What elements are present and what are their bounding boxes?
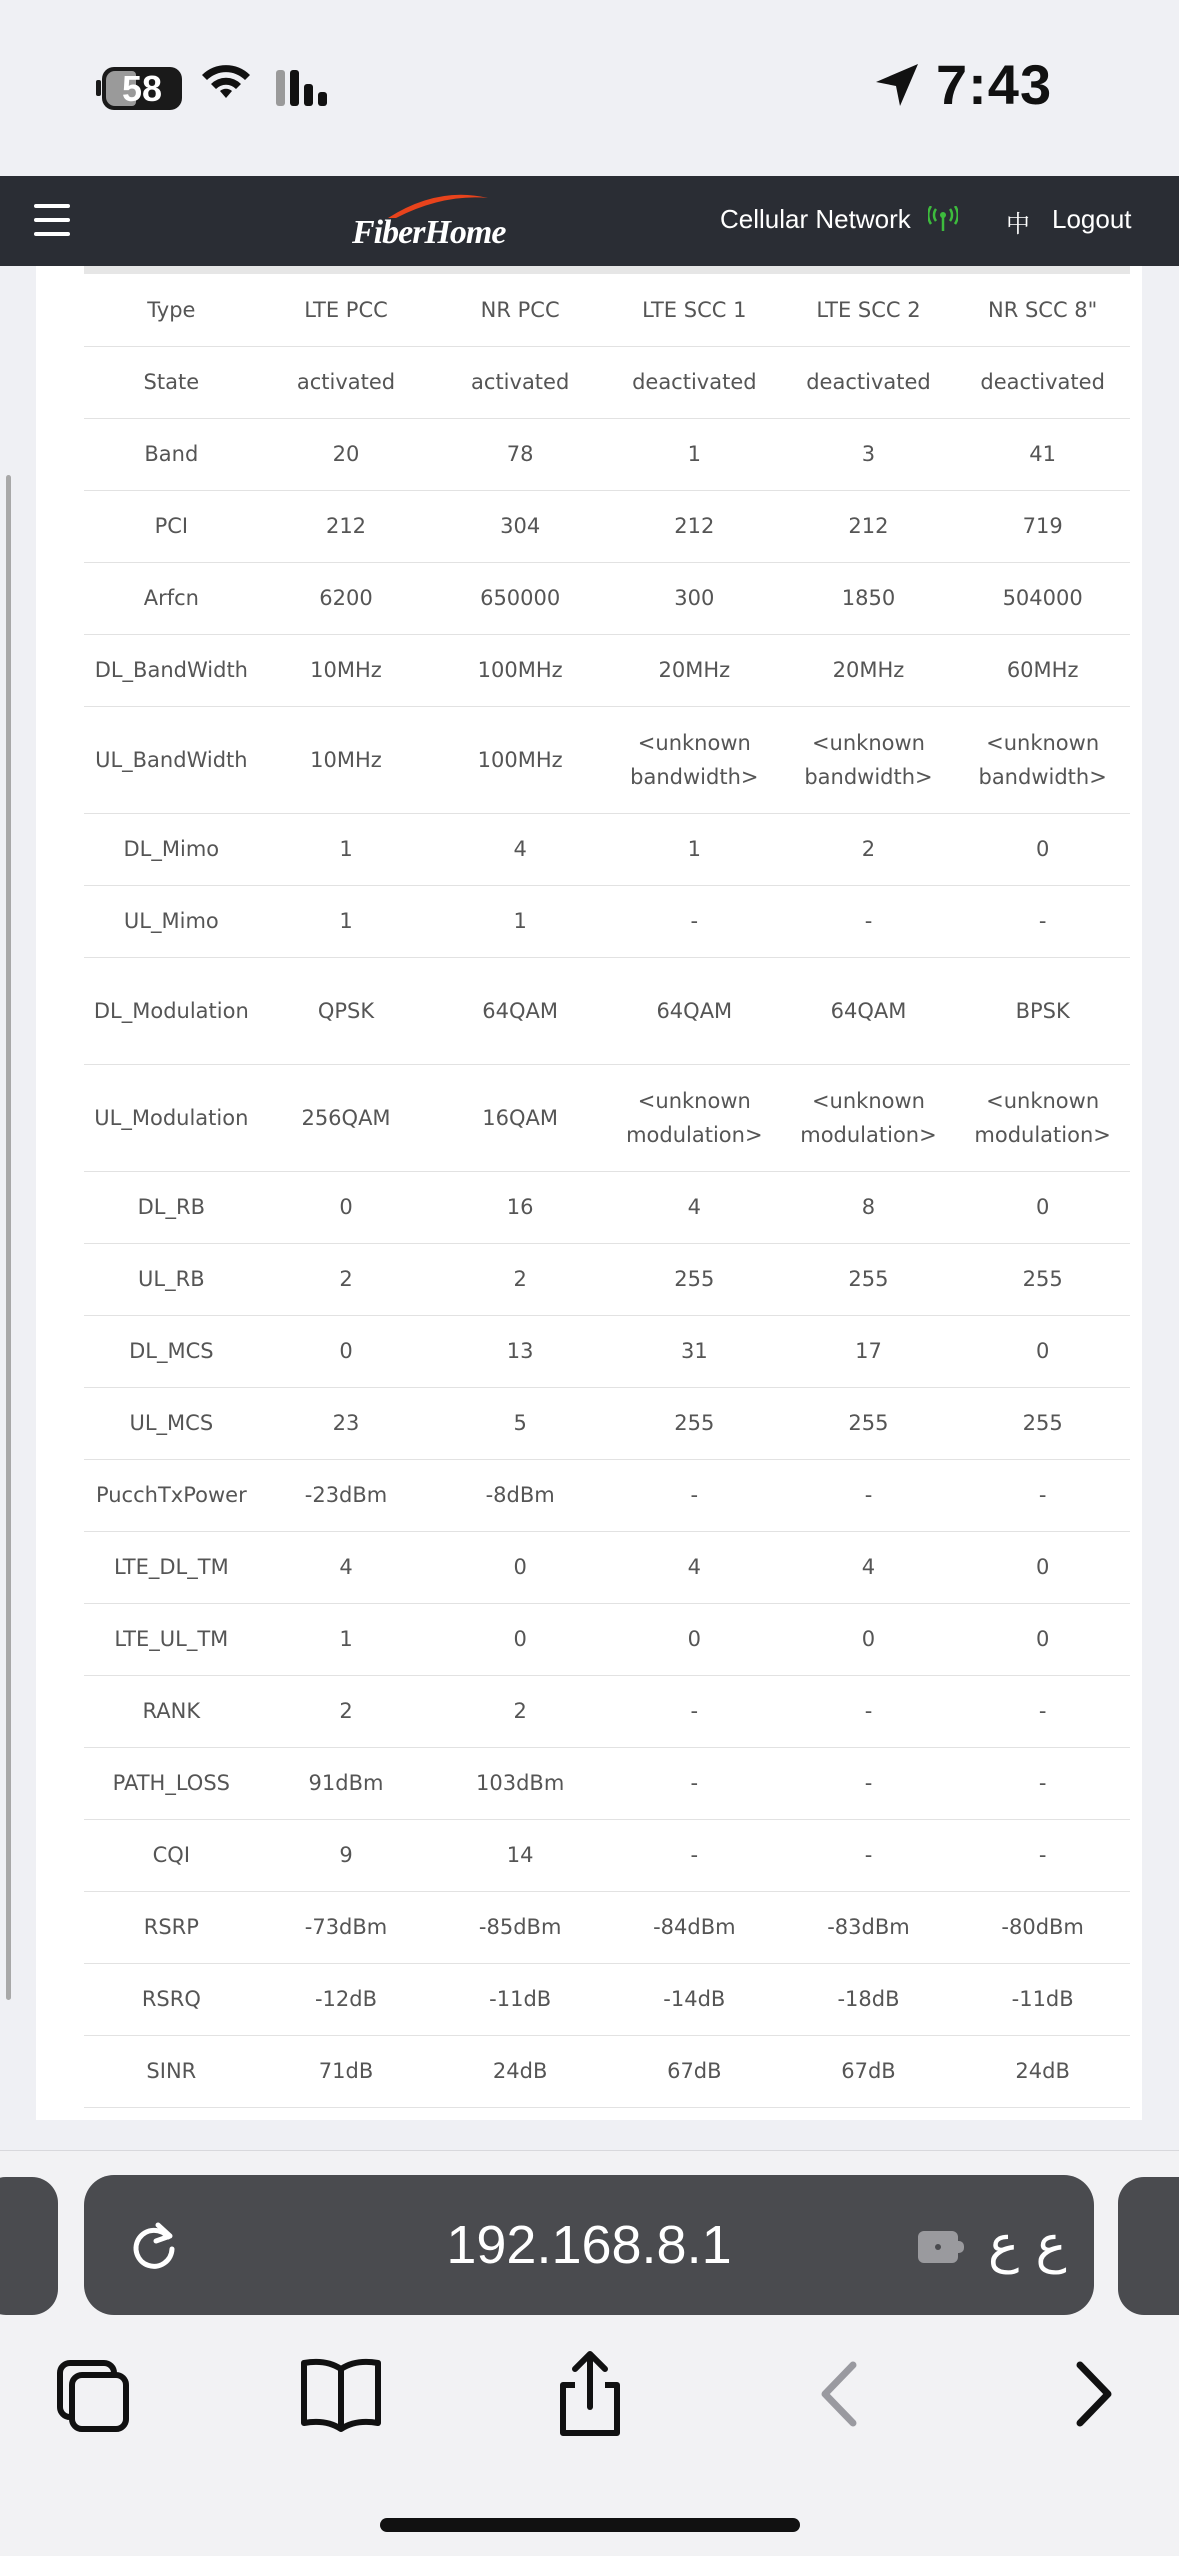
table-cell: -	[955, 1747, 1130, 1819]
header-cell: LTE SCC 2	[782, 274, 956, 346]
table-row	[84, 1387, 1130, 1459]
url-text[interactable]: 192.168.8.1	[446, 2215, 732, 2275]
table-row	[84, 1243, 1130, 1315]
table-cell: 71dB	[259, 2035, 434, 2107]
table-row	[84, 1064, 1130, 1171]
table-row	[84, 706, 1130, 813]
table-cell: -18dB	[782, 1963, 956, 2035]
table-row	[84, 1675, 1130, 1747]
table-cell: 0	[259, 1315, 434, 1387]
row-label: UL_BandWidth	[84, 706, 259, 813]
table-cell: 64QAM	[433, 957, 607, 1064]
table-cell: -8dBm	[433, 1459, 607, 1531]
table-cell: -85dBm	[433, 1891, 607, 1963]
table-cell: 14	[433, 1819, 607, 1891]
row-label: SINR	[84, 2035, 259, 2107]
header-cell: LTE SCC 1	[607, 274, 782, 346]
table-cell: 1	[259, 1603, 434, 1675]
table-cell: 300	[607, 562, 782, 634]
table-cell: -	[955, 1819, 1130, 1891]
table-row	[84, 1459, 1130, 1531]
carrier-info-panel	[36, 266, 1142, 2120]
table-cell: 2	[782, 813, 956, 885]
table-cell: 91dBm	[259, 1747, 434, 1819]
language-toggle[interactable]: 中	[1006, 211, 1030, 238]
table-row	[84, 2035, 1130, 2107]
table-cell: -	[782, 1675, 956, 1747]
row-label: DL_MCS	[84, 1315, 259, 1387]
row-label: PCI	[84, 490, 259, 562]
table-row	[84, 1603, 1130, 1675]
table-cell: 24dB	[433, 2035, 607, 2107]
table-cell: 16	[433, 1171, 607, 1243]
header-cell: Type	[84, 274, 259, 346]
table-cell: 1	[259, 813, 434, 885]
table-row	[84, 1531, 1130, 1603]
table-cell: <unknown modulation>	[607, 1064, 782, 1171]
table-cell: 23	[259, 1387, 434, 1459]
nav-cellular-network[interactable]: Cellular Network	[720, 204, 911, 234]
table-cell: 31	[607, 1315, 782, 1387]
table-cell: 6200	[259, 562, 434, 634]
table-cell: 20MHz	[782, 634, 956, 706]
table-cell: 212	[782, 490, 956, 562]
table-cell: 719	[955, 490, 1130, 562]
row-label: CQI	[84, 1819, 259, 1891]
carrier-aggregation-table	[84, 274, 1130, 2108]
table-cell: 212	[607, 490, 782, 562]
table-cell: 67dB	[607, 2035, 782, 2107]
table-cell: 255	[607, 1387, 782, 1459]
table-row	[84, 1963, 1130, 2035]
table-cell: 16QAM	[433, 1064, 607, 1171]
table-row	[84, 634, 1130, 706]
table-row	[84, 813, 1130, 885]
table-cell: -83dBm	[782, 1891, 956, 1963]
table-cell: -	[607, 1675, 782, 1747]
table-cell: 1	[433, 885, 607, 957]
extension-icon[interactable]	[916, 2227, 968, 2267]
table-cell: 504000	[955, 562, 1130, 634]
table-header-row	[84, 274, 1130, 346]
table-cell: 0	[259, 1171, 434, 1243]
row-label: DL_RB	[84, 1171, 259, 1243]
table-cell: 20MHz	[607, 634, 782, 706]
cellular-signal-icon	[276, 68, 336, 108]
table-cell: activated	[259, 346, 434, 418]
table-cell: 256QAM	[259, 1064, 434, 1171]
row-label: UL_Modulation	[84, 1064, 259, 1171]
row-label: PucchTxPower	[84, 1459, 259, 1531]
row-label: State	[84, 346, 259, 418]
row-label: PATH_LOSS	[84, 1747, 259, 1819]
table-cell: 67dB	[782, 2035, 956, 2107]
table-cell: 4	[607, 1171, 782, 1243]
table-cell: 8	[782, 1171, 956, 1243]
table-cell: 1	[607, 418, 782, 490]
table-cell: 60MHz	[955, 634, 1130, 706]
table-cell: 3	[782, 418, 956, 490]
row-label: DL_BandWidth	[84, 634, 259, 706]
table-cell: 255	[782, 1387, 956, 1459]
table-row	[84, 418, 1130, 490]
table-cell: 100MHz	[433, 706, 607, 813]
tabs-icon[interactable]	[46, 2349, 136, 2439]
table-cell: 1	[607, 813, 782, 885]
table-cell: 1	[259, 885, 434, 957]
home-indicator	[380, 2518, 800, 2532]
table-cell: 64QAM	[607, 957, 782, 1064]
table-cell: -11dB	[433, 1963, 607, 2035]
translate-icon[interactable]: ع ع	[988, 2215, 1067, 2275]
row-label: Arfcn	[84, 562, 259, 634]
table-cell: -	[782, 1747, 956, 1819]
header-cell: LTE PCC	[259, 274, 434, 346]
row-label: RSRP	[84, 1891, 259, 1963]
table-cell: -	[607, 1819, 782, 1891]
table-row	[84, 1819, 1130, 1891]
table-cell: -	[782, 1459, 956, 1531]
table-cell: 0	[782, 1603, 956, 1675]
table-cell: 304	[433, 490, 607, 562]
table-row	[84, 562, 1130, 634]
location-arrow-icon	[874, 62, 920, 108]
table-cell: -14dB	[607, 1963, 782, 2035]
previous-tab-preview[interactable]	[0, 2177, 58, 2315]
battery-percentage: 58	[121, 68, 163, 109]
table-cell: 10MHz	[259, 706, 434, 813]
address-bar[interactable]	[84, 2175, 1094, 2315]
table-cell: 0	[433, 1603, 607, 1675]
app-header	[0, 176, 1179, 266]
logo-text: FiberHome	[352, 214, 506, 251]
table-cell: deactivated	[607, 346, 782, 418]
table-cell: 212	[259, 490, 434, 562]
table-cell: 0	[955, 1315, 1130, 1387]
fiberhome-logo	[348, 192, 506, 252]
battery-icon	[102, 67, 182, 110]
forward-icon[interactable]	[1048, 2349, 1138, 2439]
table-cell: -	[607, 885, 782, 957]
table-cell: BPSK	[955, 957, 1130, 1064]
table-cell: 0	[955, 813, 1130, 885]
header-cell: NR SCC 8"	[955, 274, 1130, 346]
table-cell: -	[782, 1819, 956, 1891]
table-top-edge	[84, 266, 1130, 274]
table-cell: -11dB	[955, 1963, 1130, 2035]
table-row	[84, 1747, 1130, 1819]
table-cell: -80dBm	[955, 1891, 1130, 1963]
logout-link[interactable]: Logout	[1052, 204, 1132, 234]
table-cell: activated	[433, 346, 607, 418]
table-cell: 10MHz	[259, 634, 434, 706]
row-label: UL_MCS	[84, 1387, 259, 1459]
table-row	[84, 1315, 1130, 1387]
table-cell: -	[782, 885, 956, 957]
table-cell: 4	[259, 1531, 434, 1603]
table-row	[84, 490, 1130, 562]
table-cell: 0	[607, 1603, 782, 1675]
row-label: RSRQ	[84, 1963, 259, 2035]
table-cell: 4	[607, 1531, 782, 1603]
table-cell: 9	[259, 1819, 434, 1891]
table-cell: 13	[433, 1315, 607, 1387]
table-cell: 0	[955, 1603, 1130, 1675]
next-tab-preview[interactable]	[1118, 2177, 1179, 2315]
row-label: LTE_UL_TM	[84, 1603, 259, 1675]
table-cell: 2	[433, 1675, 607, 1747]
table-cell: deactivated	[782, 346, 956, 418]
table-cell: -	[955, 1459, 1130, 1531]
table-cell: 255	[955, 1243, 1130, 1315]
table-cell: 2	[259, 1243, 434, 1315]
table-cell: -84dBm	[607, 1891, 782, 1963]
table-row	[84, 346, 1130, 418]
table-cell: -	[607, 1747, 782, 1819]
table-cell: -	[607, 1459, 782, 1531]
table-cell: 64QAM	[782, 957, 956, 1064]
bookmarks-icon[interactable]	[296, 2349, 386, 2439]
table-row	[84, 1171, 1130, 1243]
row-label: DL_Modulation	[84, 957, 259, 1064]
table-cell: -	[955, 1675, 1130, 1747]
table-cell: -	[955, 885, 1130, 957]
table-cell: 4	[433, 813, 607, 885]
table-row	[84, 1891, 1130, 1963]
share-icon[interactable]	[545, 2349, 635, 2439]
table-cell: 255	[782, 1243, 956, 1315]
wifi-icon	[200, 62, 252, 102]
row-label: UL_Mimo	[84, 885, 259, 957]
table-cell: <unknown bandwidth>	[782, 706, 956, 813]
table-cell: <unknown modulation>	[955, 1064, 1130, 1171]
table-cell: 41	[955, 418, 1130, 490]
table-cell: 5	[433, 1387, 607, 1459]
table-cell: 100MHz	[433, 634, 607, 706]
safari-toolbar	[0, 2150, 1179, 2556]
table-cell: 20	[259, 418, 434, 490]
table-cell: 78	[433, 418, 607, 490]
table-row	[84, 957, 1130, 1064]
page-scrollbar[interactable]	[6, 475, 11, 2000]
table-cell: <unknown modulation>	[782, 1064, 956, 1171]
table-cell: 255	[607, 1243, 782, 1315]
table-cell: 0	[955, 1171, 1130, 1243]
table-cell: 2	[433, 1243, 607, 1315]
row-label: DL_Mimo	[84, 813, 259, 885]
table-cell: <unknown bandwidth>	[607, 706, 782, 813]
battery-cap	[96, 80, 101, 96]
header-cell: NR PCC	[433, 274, 607, 346]
table-cell: QPSK	[259, 957, 434, 1064]
hamburger-menu-icon[interactable]	[34, 204, 70, 236]
table-cell: 1850	[782, 562, 956, 634]
table-row	[84, 885, 1130, 957]
row-label: UL_RB	[84, 1243, 259, 1315]
table-cell: deactivated	[955, 346, 1130, 418]
table-cell: 17	[782, 1315, 956, 1387]
table-cell: 0	[433, 1531, 607, 1603]
table-cell: -73dBm	[259, 1891, 434, 1963]
table-cell: 24dB	[955, 2035, 1130, 2107]
row-label: LTE_DL_TM	[84, 1531, 259, 1603]
table-cell: 4	[782, 1531, 956, 1603]
row-label: RANK	[84, 1675, 259, 1747]
status-bar	[0, 0, 1179, 176]
table-cell: 103dBm	[433, 1747, 607, 1819]
table-cell: 650000	[433, 562, 607, 634]
back-icon[interactable]	[795, 2349, 885, 2439]
table-cell: <unknown bandwidth>	[955, 706, 1130, 813]
table-cell: 255	[955, 1387, 1130, 1459]
row-label: Band	[84, 418, 259, 490]
table-cell: 2	[259, 1675, 434, 1747]
status-time: 7:43	[936, 53, 1053, 116]
table-cell: 0	[955, 1531, 1130, 1603]
antenna-icon	[928, 206, 958, 232]
table-cell: -12dB	[259, 1963, 434, 2035]
table-cell: -23dBm	[259, 1459, 434, 1531]
